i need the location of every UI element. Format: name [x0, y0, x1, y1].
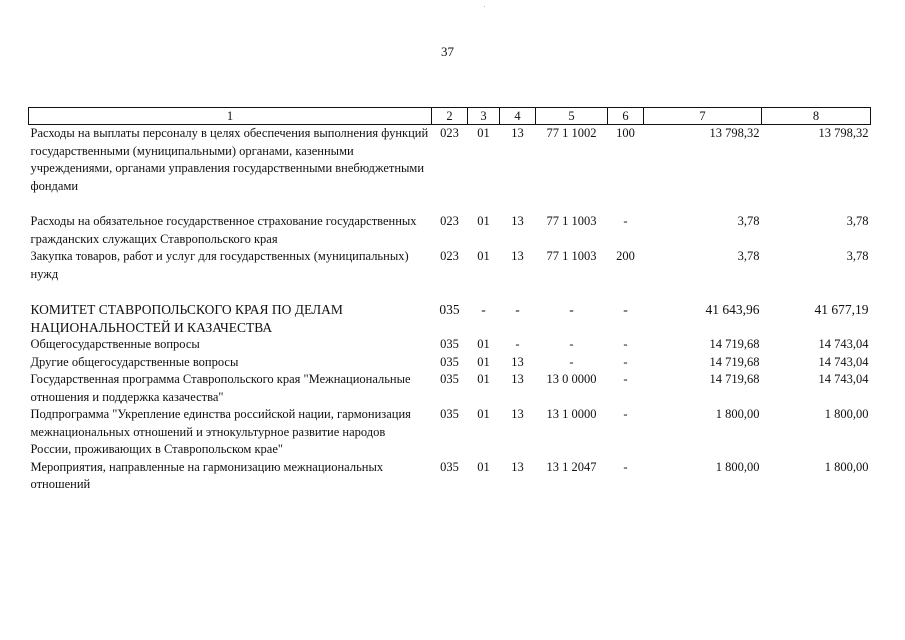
- column-header: 8: [762, 108, 871, 125]
- column-header: 6: [608, 108, 644, 125]
- cell-amount-1: 14 719,68: [709, 337, 760, 351]
- cell-subsection: -: [515, 337, 520, 351]
- cell-ministry: 035: [440, 372, 459, 386]
- cell-amount-1: 14 719,68: [709, 354, 760, 369]
- cell-subsection: 13: [511, 372, 524, 386]
- spacer-row: [29, 195, 871, 213]
- cell-target-article: -: [569, 337, 574, 351]
- cell-amount-2: 1 800,00: [824, 407, 869, 421]
- row-name: Расходы на обязательное государственное страхование государственных гражданских служащих Ставропольского края: [30, 214, 417, 246]
- cell-amount-2: 1 800,00: [824, 459, 869, 474]
- cell-expense-type: 200: [616, 249, 635, 263]
- column-header: 5: [536, 108, 608, 125]
- row-name: Закупка товаров, работ и услуг для государственных (муниципальных) нужд: [30, 249, 409, 281]
- cell-subsection: 13: [511, 407, 524, 421]
- cell-expense-type: -: [623, 407, 628, 421]
- cell-ministry: 035: [440, 354, 459, 369]
- budget-table: [28, 107, 871, 494]
- cell-section: 01: [477, 249, 490, 263]
- cell-amount-2: 3,78: [846, 249, 869, 263]
- cell-subsection: 13: [511, 249, 524, 263]
- cell-expense-type: -: [623, 302, 628, 317]
- cell-expense-type: -: [623, 337, 628, 351]
- cell-target-article: 13 0 0000: [546, 372, 597, 386]
- cell-target-article: -: [569, 302, 574, 317]
- row-name: Государственная программа Ставропольского края "Межнациональные отношения и поддержка казачества": [30, 372, 411, 404]
- cell-expense-type: -: [623, 459, 628, 474]
- table-row: [29, 213, 871, 248]
- column-header: 7: [644, 108, 762, 125]
- table-row: [29, 125, 871, 196]
- cell-target-article: 77 1 1002: [546, 126, 597, 140]
- cell-section: 01: [477, 126, 490, 140]
- cell-expense-type: 100: [616, 126, 635, 140]
- cell-ministry: 035: [440, 459, 459, 474]
- column-header: 2: [432, 108, 468, 125]
- cell-amount-2: 41 677,19: [814, 302, 869, 317]
- table-row: [29, 354, 871, 372]
- cell-amount-2: 14 743,04: [818, 372, 869, 386]
- cell-section: 01: [477, 337, 490, 351]
- table-header-row: [29, 108, 871, 125]
- cell-amount-2: 3,78: [846, 214, 869, 228]
- table-row: [29, 459, 871, 494]
- cell-expense-type: -: [623, 372, 628, 386]
- cell-target-article: 13 1 2047: [546, 459, 597, 474]
- column-header: 1: [29, 108, 432, 125]
- cell-section: 01: [477, 459, 490, 474]
- cell-ministry: 023: [440, 126, 459, 140]
- cell-amount-2: 13 798,32: [818, 126, 869, 140]
- row-name: Общегосударственные вопросы: [30, 337, 200, 351]
- cell-subsection: 13: [511, 126, 524, 140]
- row-name: КОМИТЕТ СТАВРОПОЛЬСКОГО КРАЯ ПО ДЕЛАМ НАЦИОНАЛЬНОСТЕЙ И КАЗАЧЕСТВА: [30, 302, 343, 335]
- table-row: [29, 248, 871, 283]
- table-row: [29, 301, 871, 336]
- row-name: Мероприятия, направленные на гармонизацию межнациональных отношений: [30, 459, 384, 491]
- cell-subsection: 13: [511, 459, 524, 474]
- cell-target-article: 13 1 0000: [546, 407, 597, 421]
- cell-target-article: 77 1 1003: [546, 249, 597, 263]
- table-row: [29, 336, 871, 354]
- cell-expense-type: -: [623, 214, 628, 228]
- table-row: [29, 371, 871, 406]
- column-header: 4: [500, 108, 536, 125]
- cell-subsection: 13: [511, 354, 524, 369]
- row-name: Другие общегосударственные вопросы: [30, 354, 239, 369]
- cell-ministry: 023: [440, 214, 459, 228]
- cell-amount-1: 1 800,00: [715, 459, 760, 474]
- cell-target-article: 77 1 1003: [546, 214, 597, 228]
- row-name: Расходы на выплаты персоналу в целях обеспечения выполнения функций государственными (муниципальными) органами, казенными учреждениями, органами управления государственными внебюджетными фондами: [30, 126, 429, 193]
- cell-amount-1: 13 798,32: [709, 126, 760, 140]
- cell-section: 01: [477, 214, 490, 228]
- spacer-row: [29, 283, 871, 301]
- cell-ministry: 035: [440, 407, 459, 421]
- cell-subsection: -: [515, 302, 520, 317]
- cell-amount-1: 1 800,00: [715, 407, 760, 421]
- cell-ministry: 035: [440, 337, 459, 351]
- cell-amount-1: 3,78: [737, 249, 760, 263]
- cell-ministry: 023: [440, 249, 459, 263]
- cell-target-article: -: [569, 354, 574, 369]
- scan-speck: [484, 6, 485, 7]
- cell-ministry: 035: [439, 302, 460, 317]
- cell-section: 01: [477, 407, 490, 421]
- page-number: 37: [441, 44, 454, 59]
- cell-section: 01: [477, 372, 490, 386]
- table-row: [29, 406, 871, 459]
- cell-amount-2: 14 743,04: [818, 337, 869, 351]
- cell-subsection: 13: [511, 214, 524, 228]
- cell-section: 01: [477, 354, 490, 369]
- cell-amount-1: 14 719,68: [709, 372, 760, 386]
- cell-amount-2: 14 743,04: [818, 354, 869, 369]
- cell-section: -: [481, 302, 486, 317]
- column-header: 3: [468, 108, 500, 125]
- row-name: Подпрограмма "Укрепление единства российской нации, гармонизация межнациональных отношений и этнокультурное развитие народов России, проживающих в Ставропольском крае": [30, 407, 411, 456]
- cell-amount-1: 3,78: [737, 214, 760, 228]
- cell-expense-type: -: [623, 354, 628, 369]
- cell-amount-1: 41 643,96: [705, 302, 760, 317]
